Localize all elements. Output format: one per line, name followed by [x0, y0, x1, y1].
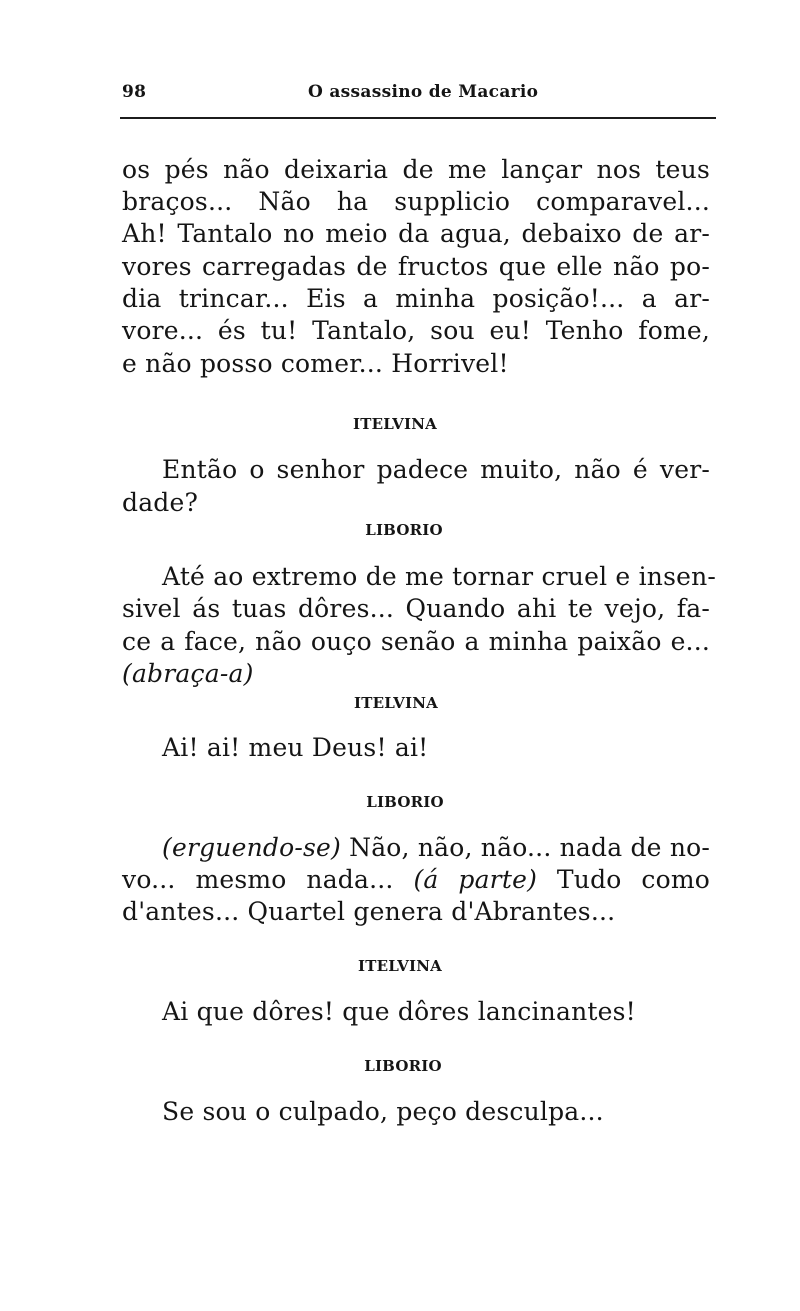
speaker-name: ITELVINA — [354, 694, 438, 712]
text-line: Ai! ai! meu Deus! ai! — [162, 733, 429, 762]
text-line: Ah! Tantalo no meio da agua, debaixo de ar- — [122, 219, 710, 248]
speaker-name: ITELVINA — [353, 415, 437, 433]
speaker-name: ITELVINA — [358, 957, 442, 975]
text-line — [122, 659, 710, 689]
text-line: vore... és tu! Tantalo, sou eu! Tenho fome, — [122, 316, 710, 345]
text-line: dia trincar... Eis a minha posição!... a ar- — [122, 284, 710, 313]
text-line: braços... Não ha supplicio comparavel... — [122, 187, 710, 216]
text-line: ce a face, não ouço senão a minha paixão e... — [122, 627, 710, 656]
text-line: dade? — [122, 488, 199, 517]
text-line: Ai que dôres! que dôres lancinantes! — [162, 997, 636, 1026]
page-number: 98 — [122, 82, 147, 102]
text-line: Se sou o culpado, peço desculpa... — [162, 1097, 604, 1126]
text-line: sivel ás tuas dôres... Quando ahi te vejo, fa- — [122, 594, 710, 623]
speaker-name: LIBORIO — [366, 793, 444, 811]
text-line: Até ao extremo de me tornar cruel e insen- — [162, 562, 717, 591]
dialogue-text: Não, não, não... nada de no- — [340, 833, 711, 862]
speaker-name: LIBORIO — [364, 1057, 442, 1075]
dialogue-text: Tudo como — [537, 865, 711, 894]
text-line: Então o senhor padece muito, não é ver- — [162, 455, 710, 484]
speaker-name: LIBORIO — [365, 521, 443, 539]
text-line: os pés não deixaria de me lançar nos teus — [122, 155, 710, 184]
dialogue-text: vo... mesmo nada... — [122, 865, 414, 894]
text-line: vores carregadas de fructos que elle não po- — [122, 252, 710, 281]
text-line — [162, 833, 710, 863]
text-line: d'antes... Quartel genera d'Abrantes... — [122, 897, 616, 926]
text-line: e não posso comer... Horrivel! — [122, 349, 509, 378]
stage-direction: (á parte) — [413, 865, 538, 894]
running-title: O assassino de Macario — [308, 82, 539, 102]
text-line — [122, 865, 710, 895]
stage-direction: (erguendo-se) — [162, 833, 341, 862]
header-rule — [120, 117, 716, 119]
page-header — [120, 82, 710, 112]
stage-direction: (abraça-a) — [122, 659, 254, 688]
